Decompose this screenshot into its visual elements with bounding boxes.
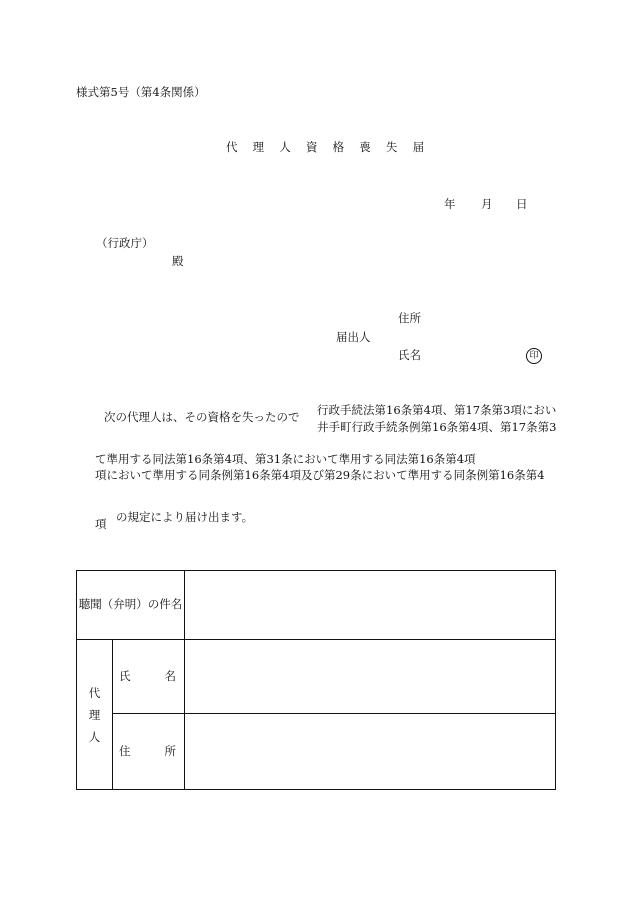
case-label: 聴聞（弁明）の件名 bbox=[78, 597, 183, 612]
agent-address-label-char: 所 bbox=[164, 743, 176, 758]
agent-label-char: 代 bbox=[88, 685, 101, 700]
agent-table bbox=[76, 570, 556, 790]
body-continuation-law: て準用する同法第16条第4項、第31条において準用する同法第16条第4項 bbox=[95, 452, 476, 466]
agent-name-value-cell[interactable] bbox=[185, 640, 556, 714]
seal-mark: 印 bbox=[526, 348, 542, 364]
form-number: 様式第5号（第4条関係） bbox=[76, 85, 206, 99]
body-continuation-ordinance: 項において準用する同条例第16条第4項及び第29条において準用する同条例第16条第4 bbox=[95, 468, 545, 482]
applicant-label: 届出人 bbox=[336, 330, 371, 344]
address-label: 住所 bbox=[398, 311, 421, 325]
agent-name-label-cell bbox=[113, 640, 185, 714]
body-tail: 項 bbox=[95, 517, 107, 531]
name-label: 氏名 bbox=[398, 348, 421, 362]
agent-name-label-char: 氏 bbox=[119, 668, 131, 683]
agent-address-label-cell bbox=[113, 714, 185, 790]
body-closing: の規定により届け出ます。 bbox=[116, 510, 254, 524]
document-title: 代 理 人 資 格 喪 失 届 bbox=[226, 140, 430, 154]
agent-address-label-char: 住 bbox=[119, 743, 131, 758]
day-label: 日 bbox=[516, 197, 528, 211]
body-option-law: 行政手続法第16条第4項、第17条第3項におい bbox=[317, 403, 557, 417]
month-label: 月 bbox=[481, 197, 493, 211]
case-label-cell bbox=[77, 571, 185, 640]
agent-name-label-char: 名 bbox=[164, 668, 176, 683]
agent-label-char: 理 bbox=[88, 707, 101, 722]
case-value-cell[interactable] bbox=[185, 571, 556, 640]
addressee-agency: （行政庁） bbox=[96, 236, 154, 250]
body-option-ordinance: 井手町行政手続条例第16条第4項、第17条第3 bbox=[317, 420, 557, 434]
agent-label-cell bbox=[77, 640, 113, 790]
agent-address-value-cell[interactable] bbox=[185, 714, 556, 790]
agent-label-char: 人 bbox=[88, 729, 101, 744]
year-label: 年 bbox=[444, 197, 456, 211]
addressee-honorific: 殿 bbox=[172, 254, 184, 268]
body-intro: 次の代理人は、その資格を失ったので bbox=[104, 410, 300, 424]
